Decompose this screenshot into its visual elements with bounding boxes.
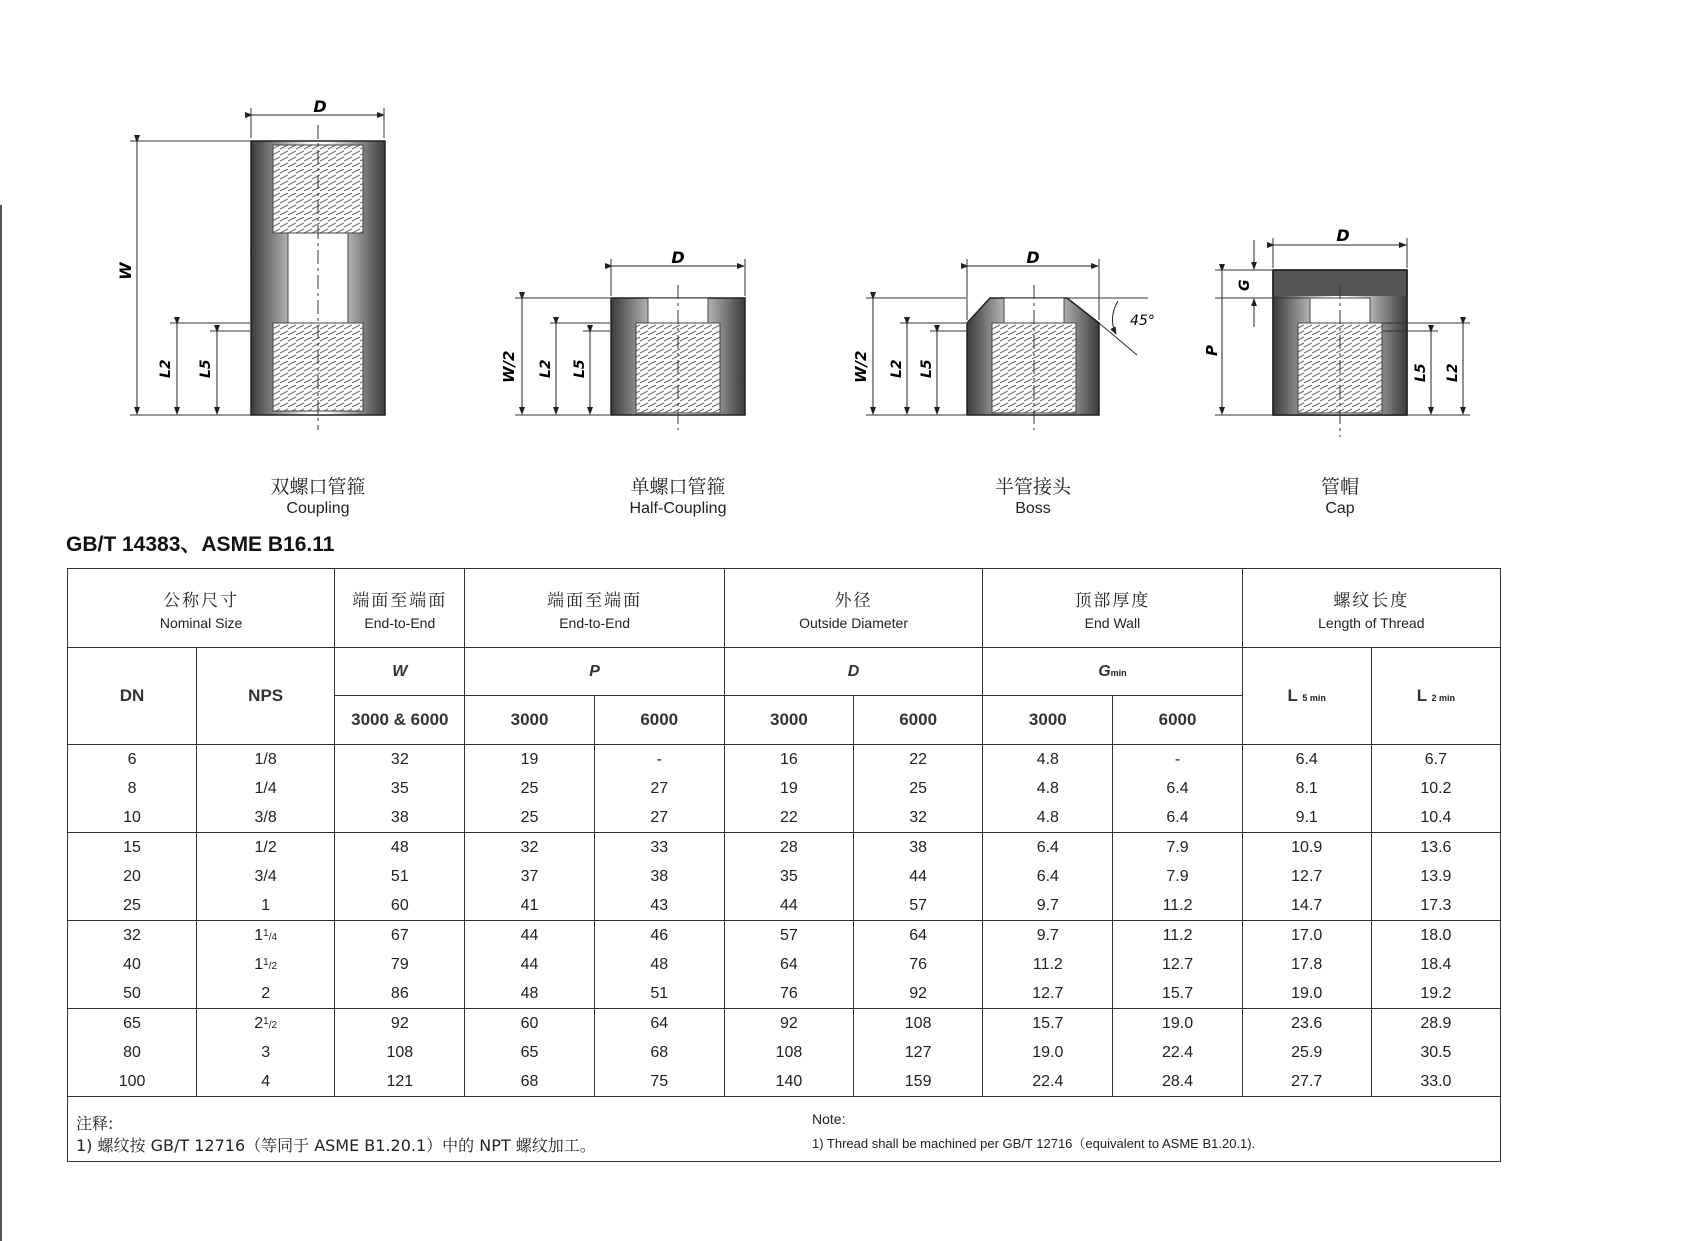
- cell-l2: 6.7: [1371, 745, 1500, 775]
- coupling-name-en: Coupling: [286, 500, 350, 517]
- half-coupling-l2-label: L2: [538, 359, 554, 378]
- cell-d3: 22: [724, 803, 853, 833]
- cell-w: 48: [335, 833, 465, 863]
- cell-dn: 40: [68, 950, 197, 979]
- cell-g6: 11.2: [1113, 891, 1242, 921]
- cell-g3: 15.7: [983, 1009, 1113, 1039]
- cell-nps: $1^1/4$: [197, 921, 335, 951]
- cell-w: 86: [335, 979, 465, 1009]
- cell-g6: 28.4: [1113, 1067, 1242, 1097]
- cell-l5: 9.1: [1242, 803, 1371, 833]
- g-class-6000: 6000: [1113, 696, 1242, 745]
- cell-l2: 18.4: [1371, 950, 1500, 979]
- cell-g6: 15.7: [1113, 979, 1242, 1009]
- table-row: [68, 774, 1501, 803]
- boss-l2-label: L2: [889, 359, 905, 378]
- cell-p3: 19: [465, 745, 594, 775]
- coupling-d-label: D: [313, 97, 327, 116]
- cell-g3: 22.4: [983, 1067, 1113, 1097]
- cell-g6: 6.4: [1113, 803, 1242, 833]
- cell-d3: 108: [724, 1038, 853, 1067]
- cell-dn: 20: [68, 862, 197, 891]
- cell-p6: 27: [594, 774, 724, 803]
- cell-d6: 159: [854, 1067, 983, 1097]
- row-group-2: [68, 833, 1501, 921]
- cell-l2: 28.9: [1371, 1009, 1500, 1039]
- cell-dn: 8: [68, 774, 197, 803]
- cell-p6: 46: [594, 921, 724, 951]
- cell-p3: 60: [465, 1009, 594, 1039]
- boss-d-label: D: [1026, 248, 1040, 267]
- d-class-6000: 6000: [854, 696, 983, 745]
- cell-g3: 6.4: [983, 862, 1113, 891]
- cell-p3: 32: [465, 833, 594, 863]
- coupling-l2-label: L2: [158, 359, 174, 378]
- cell-p3: 68: [465, 1067, 594, 1097]
- cell-p3: 65: [465, 1038, 594, 1067]
- table-row: [68, 1009, 1501, 1039]
- boss-diagram: [852, 248, 1155, 430]
- cell-dn: 15: [68, 833, 197, 863]
- cell-nps: 1: [197, 891, 335, 921]
- boss-l5-label: L5: [919, 359, 935, 378]
- cell-l2: 13.6: [1371, 833, 1500, 863]
- cell-p6: 38: [594, 862, 724, 891]
- cell-l2: 18.0: [1371, 921, 1500, 951]
- cell-g3: 9.7: [983, 921, 1113, 951]
- dimension-table: [67, 568, 1501, 1162]
- half-coupling-name-en: Half-Coupling: [629, 500, 727, 517]
- cell-l2: 19.2: [1371, 979, 1500, 1009]
- w-end-to-end-header: 端面至端面 End-to-End: [335, 569, 465, 648]
- half-coupling-d-label: D: [671, 248, 685, 267]
- cell-l5: 14.7: [1242, 891, 1371, 921]
- half-coupling-w2-label: W/2: [500, 350, 518, 383]
- cell-w: 121: [335, 1067, 465, 1097]
- cell-w: 67: [335, 921, 465, 951]
- boss-w2-label: W/2: [852, 350, 870, 383]
- notes-row: [68, 1097, 1501, 1162]
- cell-l5: 25.9: [1242, 1038, 1371, 1067]
- l2-symbol: L 2 min: [1371, 648, 1500, 745]
- cell-nps: 3/8: [197, 803, 335, 833]
- cell-nps: 1/2: [197, 833, 335, 863]
- table-row: [68, 950, 1501, 979]
- cell-nps: 3/4: [197, 862, 335, 891]
- cell-p6: 64: [594, 1009, 724, 1039]
- cell-nps: 4: [197, 1067, 335, 1097]
- cell-l5: 27.7: [1242, 1067, 1371, 1097]
- cell-d6: 92: [854, 979, 983, 1009]
- cell-g6: 7.9: [1113, 862, 1242, 891]
- cell-g3: 11.2: [983, 950, 1113, 979]
- cell-p6: 33: [594, 833, 724, 863]
- cell-d6: 108: [854, 1009, 983, 1039]
- cell-d6: 38: [854, 833, 983, 863]
- cell-g6: 6.4: [1113, 774, 1242, 803]
- cell-w: 35: [335, 774, 465, 803]
- cap-p-label: P: [1203, 345, 1221, 356]
- cell-l5: 12.7: [1242, 862, 1371, 891]
- note-en-text: 1) Thread shall be machined per GB/T 12716（equivalent to ASME B1.20.1).: [812, 1136, 1256, 1151]
- notes-cell: [68, 1097, 1501, 1162]
- cell-p3: 41: [465, 891, 594, 921]
- table-row: [68, 1067, 1501, 1097]
- cap-g-label: G: [1237, 279, 1253, 291]
- cell-g3: 12.7: [983, 979, 1113, 1009]
- cell-d3: 57: [724, 921, 853, 951]
- symbol-row: [68, 648, 1501, 696]
- cell-nps: $2^1/2$: [197, 1009, 335, 1039]
- cell-l5: 10.9: [1242, 833, 1371, 863]
- cell-p6: 43: [594, 891, 724, 921]
- cell-nps: 2: [197, 979, 335, 1009]
- table-row: [68, 745, 1501, 775]
- cell-g6: 12.7: [1113, 950, 1242, 979]
- cell-w: 51: [335, 862, 465, 891]
- cell-w: 38: [335, 803, 465, 833]
- cell-l5: 19.0: [1242, 979, 1371, 1009]
- cell-nps: 3: [197, 1038, 335, 1067]
- cap-d-label: D: [1336, 226, 1350, 245]
- cell-g3: 4.8: [983, 803, 1113, 833]
- cap-diagram: [1203, 226, 1470, 437]
- header-row: [68, 569, 1501, 648]
- cell-d3: 28: [724, 833, 853, 863]
- half-coupling-l5-label: L5: [572, 359, 588, 378]
- cell-g6: 22.4: [1113, 1038, 1242, 1067]
- cell-l2: 10.4: [1371, 803, 1500, 833]
- coupling-caption: [198, 472, 438, 518]
- cell-p6: 27: [594, 803, 724, 833]
- cell-w: 60: [335, 891, 465, 921]
- dn-header: DN: [68, 648, 197, 745]
- cell-nps: 1/4: [197, 774, 335, 803]
- cell-l2: 17.3: [1371, 891, 1500, 921]
- cell-d6: 44: [854, 862, 983, 891]
- table-row: [68, 921, 1501, 951]
- cell-d6: 25: [854, 774, 983, 803]
- cell-d3: 44: [724, 891, 853, 921]
- cell-g3: 4.8: [983, 745, 1113, 775]
- cell-d6: 127: [854, 1038, 983, 1067]
- cell-nps: $1^1/2$: [197, 950, 335, 979]
- coupling-name-zh: 双螺口管箍: [270, 476, 366, 498]
- w-symbol: W: [335, 648, 465, 696]
- p-symbol: P: [465, 648, 724, 696]
- note-zh-heading: 注释:: [76, 1114, 114, 1133]
- cell-g3: 9.7: [983, 891, 1113, 921]
- cell-d6: 64: [854, 921, 983, 951]
- cell-p6: -: [594, 745, 724, 775]
- cell-p6: 75: [594, 1067, 724, 1097]
- note-en-heading: Note:: [812, 1111, 846, 1127]
- table-row: [68, 1038, 1501, 1067]
- cap-name-en: Cap: [1325, 500, 1355, 517]
- standard-title: GB/T 14383、ASME B16.11: [66, 533, 335, 556]
- cell-p6: 51: [594, 979, 724, 1009]
- cell-p3: 44: [465, 921, 594, 951]
- cell-d3: 19: [724, 774, 853, 803]
- cell-dn: 25: [68, 891, 197, 921]
- boss-name-en: Boss: [1015, 500, 1051, 517]
- note-zh-text: 1) 螺纹按 GB/T 12716（等同于 ASME B1.20.1）中的 NPT 螺纹加工。: [76, 1136, 596, 1155]
- cell-g3: 4.8: [983, 774, 1113, 803]
- d-symbol: D: [724, 648, 982, 696]
- cap-name-zh: 管帽: [1320, 476, 1359, 498]
- cell-dn: 65: [68, 1009, 197, 1039]
- cell-d6: 57: [854, 891, 983, 921]
- g-class-3000: 3000: [983, 696, 1113, 745]
- cell-dn: 6: [68, 745, 197, 775]
- cell-g3: 6.4: [983, 833, 1113, 863]
- l5-symbol: L 5 min: [1242, 648, 1371, 745]
- cell-l5: 17.0: [1242, 921, 1371, 951]
- cell-dn: 32: [68, 921, 197, 951]
- boss-angle-label: 45°: [1130, 313, 1155, 329]
- cell-d3: 16: [724, 745, 853, 775]
- cell-p3: 25: [465, 803, 594, 833]
- cell-l5: 6.4: [1242, 745, 1371, 775]
- cell-p3: 48: [465, 979, 594, 1009]
- cell-l2: 30.5: [1371, 1038, 1500, 1067]
- cell-dn: 100: [68, 1067, 197, 1097]
- cap-caption: [1220, 472, 1460, 518]
- cell-p3: 37: [465, 862, 594, 891]
- row-group-1: [68, 745, 1501, 833]
- cap-l5-label: L5: [1413, 363, 1429, 382]
- cell-dn: 80: [68, 1038, 197, 1067]
- cell-d3: 64: [724, 950, 853, 979]
- cell-d6: 22: [854, 745, 983, 775]
- cell-d3: 76: [724, 979, 853, 1009]
- cell-l5: 8.1: [1242, 774, 1371, 803]
- half-coupling-diagram: [500, 248, 745, 430]
- thread-length-header: 螺纹长度 Length of Thread: [1242, 569, 1500, 648]
- half-coupling-name-zh: 单螺口管箍: [630, 476, 726, 498]
- cell-nps: 1/8: [197, 745, 335, 775]
- boss-caption: [913, 472, 1153, 518]
- p-end-to-end-header: 端面至端面 End-to-End: [465, 569, 724, 648]
- cell-l2: 10.2: [1371, 774, 1500, 803]
- outside-diameter-header: 外径 Outside Diameter: [724, 569, 982, 648]
- p-class-6000: 6000: [594, 696, 724, 745]
- cell-p3: 44: [465, 950, 594, 979]
- cell-l5: 23.6: [1242, 1009, 1371, 1039]
- cell-d6: 76: [854, 950, 983, 979]
- g-symbol: Gmin: [983, 648, 1242, 696]
- cell-w: 92: [335, 1009, 465, 1039]
- row-group-4: [68, 1009, 1501, 1097]
- table-row: [68, 833, 1501, 863]
- table-row: [68, 891, 1501, 921]
- coupling-w-label: W: [116, 262, 135, 280]
- half-coupling-caption: [558, 472, 798, 518]
- table-row: [68, 803, 1501, 833]
- end-wall-header: 顶部厚度 End Wall: [983, 569, 1242, 648]
- nominal-size-header: 公称尺寸 Nominal Size: [68, 569, 335, 648]
- coupling-diagram: [116, 97, 385, 430]
- coupling-l5-label: L5: [198, 359, 214, 378]
- cell-g6: 7.9: [1113, 833, 1242, 863]
- table-row: [68, 979, 1501, 1009]
- cell-d3: 35: [724, 862, 853, 891]
- w-class: 3000 & 6000: [335, 696, 465, 745]
- table-row: [68, 862, 1501, 891]
- cell-w: 32: [335, 745, 465, 775]
- cell-p6: 68: [594, 1038, 724, 1067]
- cell-g6: 19.0: [1113, 1009, 1242, 1039]
- cap-l2-label: L2: [1445, 363, 1461, 382]
- cell-d3: 140: [724, 1067, 853, 1097]
- cell-g6: 11.2: [1113, 921, 1242, 951]
- cell-dn: 50: [68, 979, 197, 1009]
- cell-w: 108: [335, 1038, 465, 1067]
- cell-l5: 17.8: [1242, 950, 1371, 979]
- boss-name-zh: 半管接头: [994, 476, 1071, 498]
- p-class-3000: 3000: [465, 696, 594, 745]
- fittings-diagrams: [0, 0, 1683, 520]
- row-group-3: [68, 921, 1501, 1009]
- cell-l2: 13.9: [1371, 862, 1500, 891]
- cell-p6: 48: [594, 950, 724, 979]
- cell-dn: 10: [68, 803, 197, 833]
- nps-header: NPS: [197, 648, 335, 745]
- cell-g6: -: [1113, 745, 1242, 775]
- cell-w: 79: [335, 950, 465, 979]
- d-class-3000: 3000: [724, 696, 853, 745]
- cell-d6: 32: [854, 803, 983, 833]
- cell-g3: 19.0: [983, 1038, 1113, 1067]
- cell-l2: 33.0: [1371, 1067, 1500, 1097]
- cell-p3: 25: [465, 774, 594, 803]
- cell-d3: 92: [724, 1009, 853, 1039]
